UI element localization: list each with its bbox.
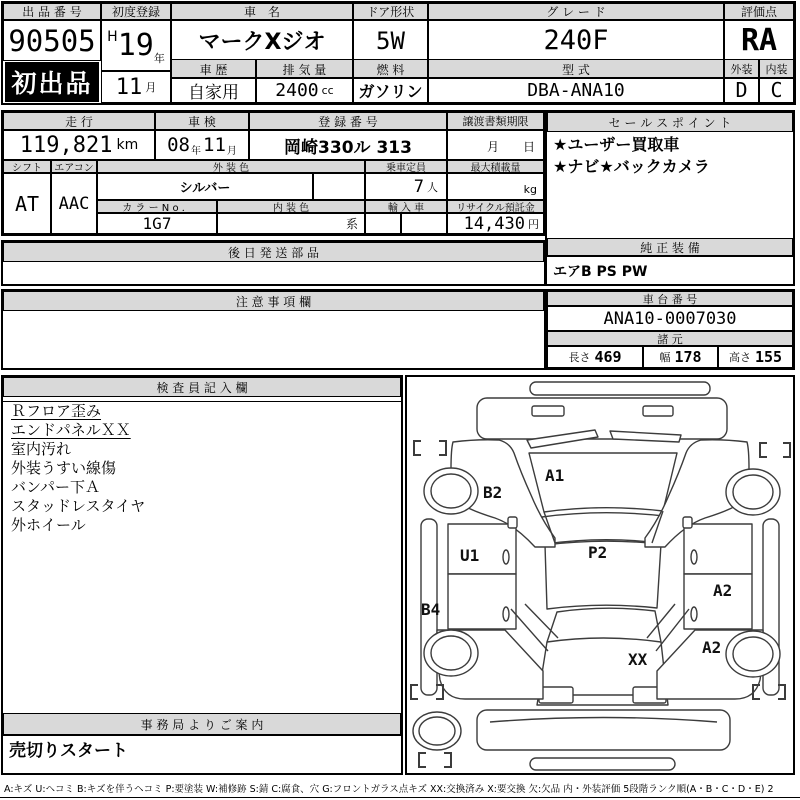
height-label: 高さ <box>728 351 751 364</box>
front-door-right <box>684 524 752 574</box>
spec-header: 諸 元 <box>547 331 793 346</box>
length-value: 469 <box>594 348 622 366</box>
ext-color-value: シルバー <box>97 173 313 200</box>
rear-garnish <box>530 758 675 770</box>
door-handle <box>691 607 697 621</box>
ext-color-sub-cell <box>313 173 365 200</box>
exterior-header: 外装 <box>724 59 759 79</box>
car-diagram <box>407 377 793 773</box>
inspection-year: 08 <box>167 134 190 156</box>
displacement-number: 2400 <box>275 79 319 101</box>
width-label: 幅 <box>659 351 671 364</box>
interior-header: 内装 <box>759 59 794 79</box>
top-table <box>1 1 796 105</box>
panel-label-a2-fender: A2 <box>702 638 722 657</box>
chassis-header: 車 台 番 号 <box>547 291 793 306</box>
mileage-number: 119,821 <box>19 132 113 158</box>
score-header: 評価点 <box>724 3 794 20</box>
headlight-right <box>643 406 673 416</box>
exterior-grade: D <box>724 77 759 103</box>
inspector-item: バンパー下Ａ <box>11 478 100 496</box>
panel-label-b4: B4 <box>421 600 441 619</box>
hood-panel <box>477 398 727 439</box>
first-listing-badge: 初出品 <box>5 62 99 102</box>
displacement-header: 排 気 量 <box>256 59 353 79</box>
max-load-header: 最大積載量 <box>447 160 544 173</box>
legend-text: A:キズ U:ヘコミ B:キズを伴うヘコミ P:要塗装 W:補修跡 S:錆 C:腐食、穴 G:フロントガラス点キズ XX:交換済み X:要交換 欠:欠品 内・外装評価 5段階ランク順(A・B・C・D・E) 2 <box>0 778 800 798</box>
door-handle <box>503 550 509 564</box>
panel-label-xx: XX <box>628 650 648 669</box>
aircon-value: AAC <box>51 173 97 234</box>
grade-value: 240F <box>428 20 724 61</box>
width-value: 178 <box>674 348 702 366</box>
recycle-unit: 円 <box>528 217 539 231</box>
inspector-item: Ｒフロア歪み <box>11 402 102 420</box>
first-reg-month-cell <box>101 71 171 103</box>
inspector-item: 室内汚れ <box>11 440 72 458</box>
interior-grade: C <box>759 77 794 103</box>
first-reg-year: 19 <box>117 28 154 63</box>
shift-value: AT <box>3 173 51 234</box>
transfer-value: 月 日 <box>447 130 544 160</box>
inspector-item: 外装うすい線傷 <box>11 459 117 477</box>
model-value: DBA-ANA10 <box>428 77 724 103</box>
first-listing-cell <box>3 61 101 103</box>
fuel-value: ガソリン <box>353 77 428 103</box>
import-cell-2 <box>401 213 447 234</box>
sales-point-box <box>545 110 795 286</box>
inspection-month: 11 <box>203 134 226 156</box>
caution-header: 注 意 事 項 欄 <box>3 291 544 311</box>
capacity-value <box>365 173 447 200</box>
wheel-rear-left-inner <box>431 636 471 670</box>
inspector-item: スタッドレスタイヤ <box>11 497 146 515</box>
wheel-front-left-inner <box>431 474 471 508</box>
car-name-header: 車 名 <box>171 3 353 20</box>
caution-content <box>3 311 544 368</box>
import-header: 輸 入 車 <box>365 200 447 213</box>
recycle-header: リサイクル預託金 <box>447 200 544 213</box>
first-reg-month: 11 <box>115 74 143 100</box>
mileage-unit: km <box>116 137 139 153</box>
panel-label-b2: B2 <box>483 483 503 502</box>
mileage-value <box>3 130 155 160</box>
inspector-item: エンドパネルＸＸ <box>11 421 131 439</box>
recycle-value <box>447 213 544 234</box>
bracket-bottom-left <box>419 753 451 767</box>
first-reg-year-unit: 年 <box>153 52 165 65</box>
chassis-box <box>545 289 795 370</box>
sales-point-line: ★ユーザー買取車 <box>553 135 680 154</box>
auction-no-value: 90505 <box>3 20 101 61</box>
inspector-box <box>1 375 403 775</box>
fuel-header: 燃 料 <box>353 59 428 79</box>
panel-label-p2: P2 <box>588 543 608 562</box>
first-reg-month-unit: 月 <box>145 81 157 94</box>
reg-no-value: 岡崎330ル 313 <box>249 130 447 160</box>
displacement-value <box>256 77 353 103</box>
sales-point-content <box>547 134 793 238</box>
oem-equipment-value: エアB PS PW <box>547 256 793 284</box>
car-diagram-box <box>405 375 795 775</box>
wheel-rear-right-inner <box>733 637 773 671</box>
panel-label-u1: U1 <box>460 546 480 565</box>
caution-box <box>1 289 546 370</box>
first-reg-header: 初度登録 <box>101 3 171 20</box>
office-header: 事 務 局 よ り ご 案 内 <box>3 713 401 735</box>
recycle-number: 14,430 <box>463 213 525 234</box>
car-name-value: マークXジオ <box>171 20 353 61</box>
office-content: 売切りスタート <box>3 735 401 773</box>
license-left <box>539 687 573 703</box>
mirror-left <box>508 517 517 528</box>
inspection-month-unit: 月 <box>226 145 237 157</box>
height-cell <box>718 346 793 368</box>
front-bumper <box>530 382 710 395</box>
ship-later-content <box>3 262 544 284</box>
width-cell <box>643 346 718 368</box>
capacity-number: 7 <box>413 176 424 197</box>
rear-window <box>547 608 661 642</box>
rear-bumper <box>477 710 730 750</box>
color-no-value: 1G7 <box>97 213 217 234</box>
inspector-item: 外ホイール <box>11 516 86 534</box>
aircon-header: エアコン <box>51 160 97 173</box>
first-reg-year-cell <box>101 20 171 71</box>
history-value: 自家用 <box>171 77 256 103</box>
bracket-top-right <box>760 443 790 457</box>
ship-later-box <box>1 240 546 286</box>
panel-label-a1: A1 <box>545 466 565 485</box>
panel-label-a2-door: A2 <box>713 581 733 600</box>
oem-equipment-header: 純 正 装 備 <box>547 238 793 256</box>
inspection-year-unit: 年 <box>191 145 201 157</box>
model-header: 型 式 <box>428 59 724 79</box>
front-door-left <box>448 524 516 574</box>
int-color-value: 系 <box>217 213 365 234</box>
history-header: 車 歴 <box>171 59 256 79</box>
inspector-content <box>3 401 401 711</box>
door-value: 5W <box>353 20 428 61</box>
mid-table <box>1 110 546 236</box>
inspector-header: 検 査 員 記 入 欄 <box>3 377 401 397</box>
inspection-header: 車 検 <box>155 112 249 130</box>
int-color-header: 内 装 色 <box>217 200 365 213</box>
chassis-number: ANA10-0007030 <box>547 306 793 331</box>
length-cell <box>547 346 643 368</box>
mileage-header: 走 行 <box>3 112 155 130</box>
capacity-header: 乗車定員 <box>365 160 447 173</box>
ext-color-header: 外 装 色 <box>97 160 365 173</box>
headlight-left <box>532 406 564 416</box>
max-load-value: kg <box>447 173 544 200</box>
auction-no-header: 出 品 番 号 <box>3 3 101 20</box>
sales-point-header: セ ー ル ス ポ イ ン ト <box>547 112 793 132</box>
import-cell-1 <box>365 213 401 234</box>
first-reg-era: H <box>107 29 118 45</box>
inspection-value <box>155 130 249 160</box>
door-handle <box>691 550 697 564</box>
height-value: 155 <box>754 348 783 366</box>
displacement-unit: cc <box>321 83 334 97</box>
transfer-header: 譲渡書類期限 <box>447 112 544 130</box>
sales-point-line: ★ナビ★バックカメラ <box>553 157 710 176</box>
ship-later-header: 後 日 発 送 部 品 <box>3 242 544 262</box>
color-no-header: カ ラ ー N o ． <box>97 200 217 213</box>
score-value: RA <box>724 20 794 61</box>
grade-header: グ レ ー ド <box>428 3 724 20</box>
bracket-top-left <box>414 441 446 455</box>
reg-no-header: 登 録 番 号 <box>249 112 447 130</box>
door-handle <box>503 607 509 621</box>
capacity-unit: 人 <box>427 180 438 194</box>
spare-tire-inner <box>419 717 455 745</box>
length-label: 長さ <box>568 351 591 364</box>
mirror-right <box>683 517 692 528</box>
door-header: ドア形状 <box>353 3 428 20</box>
wheel-front-right-inner <box>733 475 773 509</box>
shift-header: シフト <box>3 160 51 173</box>
